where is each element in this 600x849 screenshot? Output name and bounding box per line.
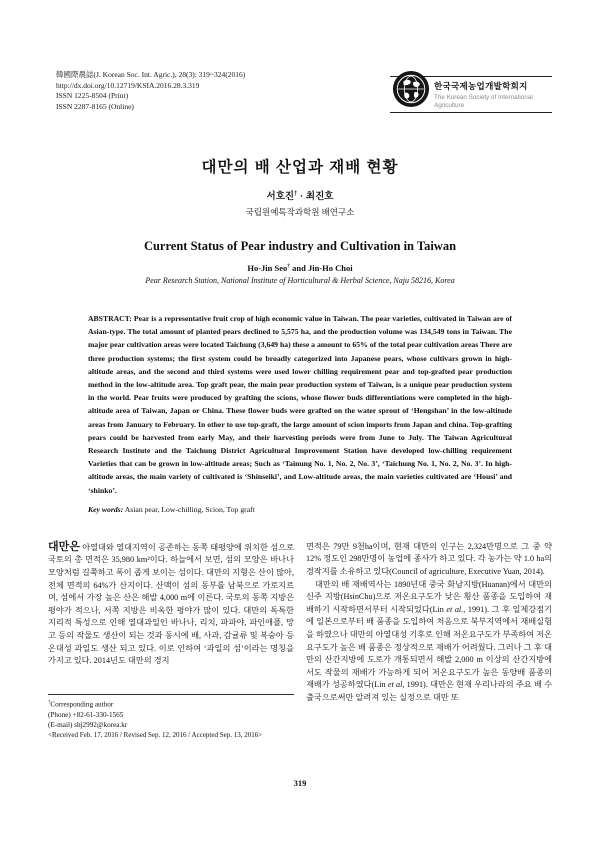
article-affiliation-english: Pear Research Station, National Institute of Horticultural & Herbal Science, Naju 58216, Korea [145, 276, 455, 285]
issn-online-line: ISSN 2287-8165 (Online) [56, 101, 134, 111]
page-number: 319 [293, 778, 307, 788]
society-banner [390, 76, 552, 113]
body-column-right [306, 541, 552, 741]
article-title-english: Current Status of Pear industry and Cultivation in Taiwan [143, 239, 457, 253]
keywords-line [88, 504, 512, 515]
body-columns [48, 541, 552, 741]
email-note: (E-mail) shj2992@korea.kr [48, 720, 128, 729]
corresponding-author-note: †Corresponding author [48, 699, 114, 709]
corresponding-dagger: † [294, 189, 298, 197]
article-title-korean: 대만의 배 산업과 재배 현황 [201, 159, 399, 176]
society-name-korean: 한국국제농업개발학회지 [434, 81, 528, 91]
abstract-text: ABSTRACT: Pear is a representative fruit crop of high economic value in Taiwan. The pear varieties, cultivated in Taiwan are of Asian-type. The total amount of planted pears declined to 5,575 ha, and the production volume was 134,549 tons in Taiwan. The major pear cultivation areas were located Taichung (3,649 ha) these a amount to 65% of the total pear cultivation areas There are three production systems; the first system could be broadly categorized into Japanese pears, whose cultivars grown in high-altitude areas, and the second and third systems were used lower chilling requirement pear and top-grafted pear production method in the low-altitude area. Top graft pear, the main pear production system of Taiwan, is a unique pear production system in the world. Pear fruits were produced by grafting the scions, whose flower buds differentiations were completed in the high-altitude area of Taiwan, Japan or China. These flower buds were grafted on the water sprout of ‘Hengshan’ in the low-altitude areas from January to February. In other to use top-graft, the large amount of scion imports from Japan and china. Top-grafting pears could be harvested from early May, and their harvesting periods were from June to July. The Taiwan Agricultural Research Institute and the Taichung District Agricultural Improvement Station have developed low-chilling requirement Varieties that can be grown in low-altitude areas; Such as ‘Tainung No. 1, No. 2, No. 3’, ‘Taichung No. 1, No. 2, No. 3’. In high-altitude areas, the main variety of cultivated is ‘Shinseiki’, and Low-altitude areas, the main varieties cultivated are ‘Housi’ and ‘shinko’. [88, 314, 512, 495]
body-paragraph: 대만은 아열대와 열대지역이 공존하는 동쪽 태평양에 위치한 섬으로 국토의 총 면적은 35,980 km²이다. 하늘에서 보면, 섬의 모양은 바나나 모양처럼 길쭉하고 폭이 좁게 보이는 섬이다. 대만의 지형은 산이 많아, 전체 면적의 64%가 산지이다. 산맥이 섬의 동부를 남북으로 가로지르며, 섬에서 가장 높은 산은 해발 4,000 m에 이른다. 국토의 동쪽 지방은 평야가 적으나, 서쪽 지방은 비옥한 평야가 많이 있다. 대만의 독특한 지리적 특성으로 인해 열대과일인 바나나, 리치, 파파야, 파인애플, 망고 등의 작물도 생산이 되는 것과 동시에 배, 사과, 감귤류 및 복숭아 등 온대성 과일도 생산 되고 있다. 이로 인하여 ‘과일의 섬’이라는 명칭을 가지고 있다. 2014년도 대만의 경지 [48, 540, 294, 666]
keywords-label: Key words: [88, 504, 124, 514]
citation-block [48, 70, 245, 112]
body-column-left [48, 541, 294, 741]
body-paragraph: 면적은 79만 9천ha이며, 현재 대만의 인구는 2,324만명으로 그 중 약12% 정도인 298만명이 농업에 종사가 하고 있다. 각 농가는 약 1.0 ha의 경작지를 소유하고 있다(Council of agriculture, Executive Yuan, 2014). [306, 541, 552, 577]
phone-note: (Phone) +82-61-330-1565 [48, 710, 124, 719]
article-authors-english: Ho-Jin Seo† and Jin-Ho Choi [247, 263, 353, 273]
article-affiliation-korean: 국립원예특작과학원 배연구소 [245, 207, 355, 217]
article-authors-korean: 서호진† · 최진호 [266, 189, 334, 202]
lead-word: 대만은 [48, 540, 80, 553]
footnote-block [48, 694, 294, 741]
received-dates-note: <Received Feb. 17, 2016 / Revised Sep. 12, 2016 / Accepted Sep. 13, 2016> [48, 731, 263, 740]
body-paragraph: 대만의 배 재배역사는 1890년대 중국 화남지방(Huanan)에서 대만의 신주 지방(HsinChu)으로 저온요구도가 낮은 횡산 품종을 도입하여 재배하기 시작하면서부터 시작되었다(Lin et al., 1991). 그 후 일제강점기에 일본으로부터 배 품종을 도입하여 처음으로 북부지역에서 재배실험을 하였으나 대만의 아열대성 기후로 인해 저온요구도가 부족하여 저온요구도가 높은 배 품종은 정상적으로 재배가 어려웠다. 그러나 그 후 대만의 산간지방에 도로가 개통되면서 해발 2,000 m 이상의 산간지방에서도 작물의 재배가 가능하게 되어 저온요구도가 높은 동양배 품종의 재배가 성공하였다(Lin et al, 1991). 대만은 현재 우리나라의 주요 배 수출국으로써만 알려져 있는 실정으로 대만 또 [306, 579, 552, 702]
et-al-citation: et al. [446, 604, 464, 614]
society-globe-icon [392, 70, 430, 113]
journal-citation-line: 韓國際農誌(J. Korean Soc. Int. Agric.), 28(3): 319~324(2016) [56, 70, 246, 79]
et-al-citation: et al [387, 680, 403, 690]
keywords-text: Asian pear, Low-chilling, Scion, Top graft [123, 504, 255, 514]
masthead [48, 70, 552, 113]
society-name-english: The Korean Society of International Agriculture [434, 94, 533, 109]
corresponding-dagger: † [287, 263, 291, 270]
doi-line: http://dx.doi.org/10.12719/KSIA.2016.28.3.319 [56, 80, 200, 90]
issn-print-line: ISSN 1225-8504 (Print) [56, 91, 129, 100]
